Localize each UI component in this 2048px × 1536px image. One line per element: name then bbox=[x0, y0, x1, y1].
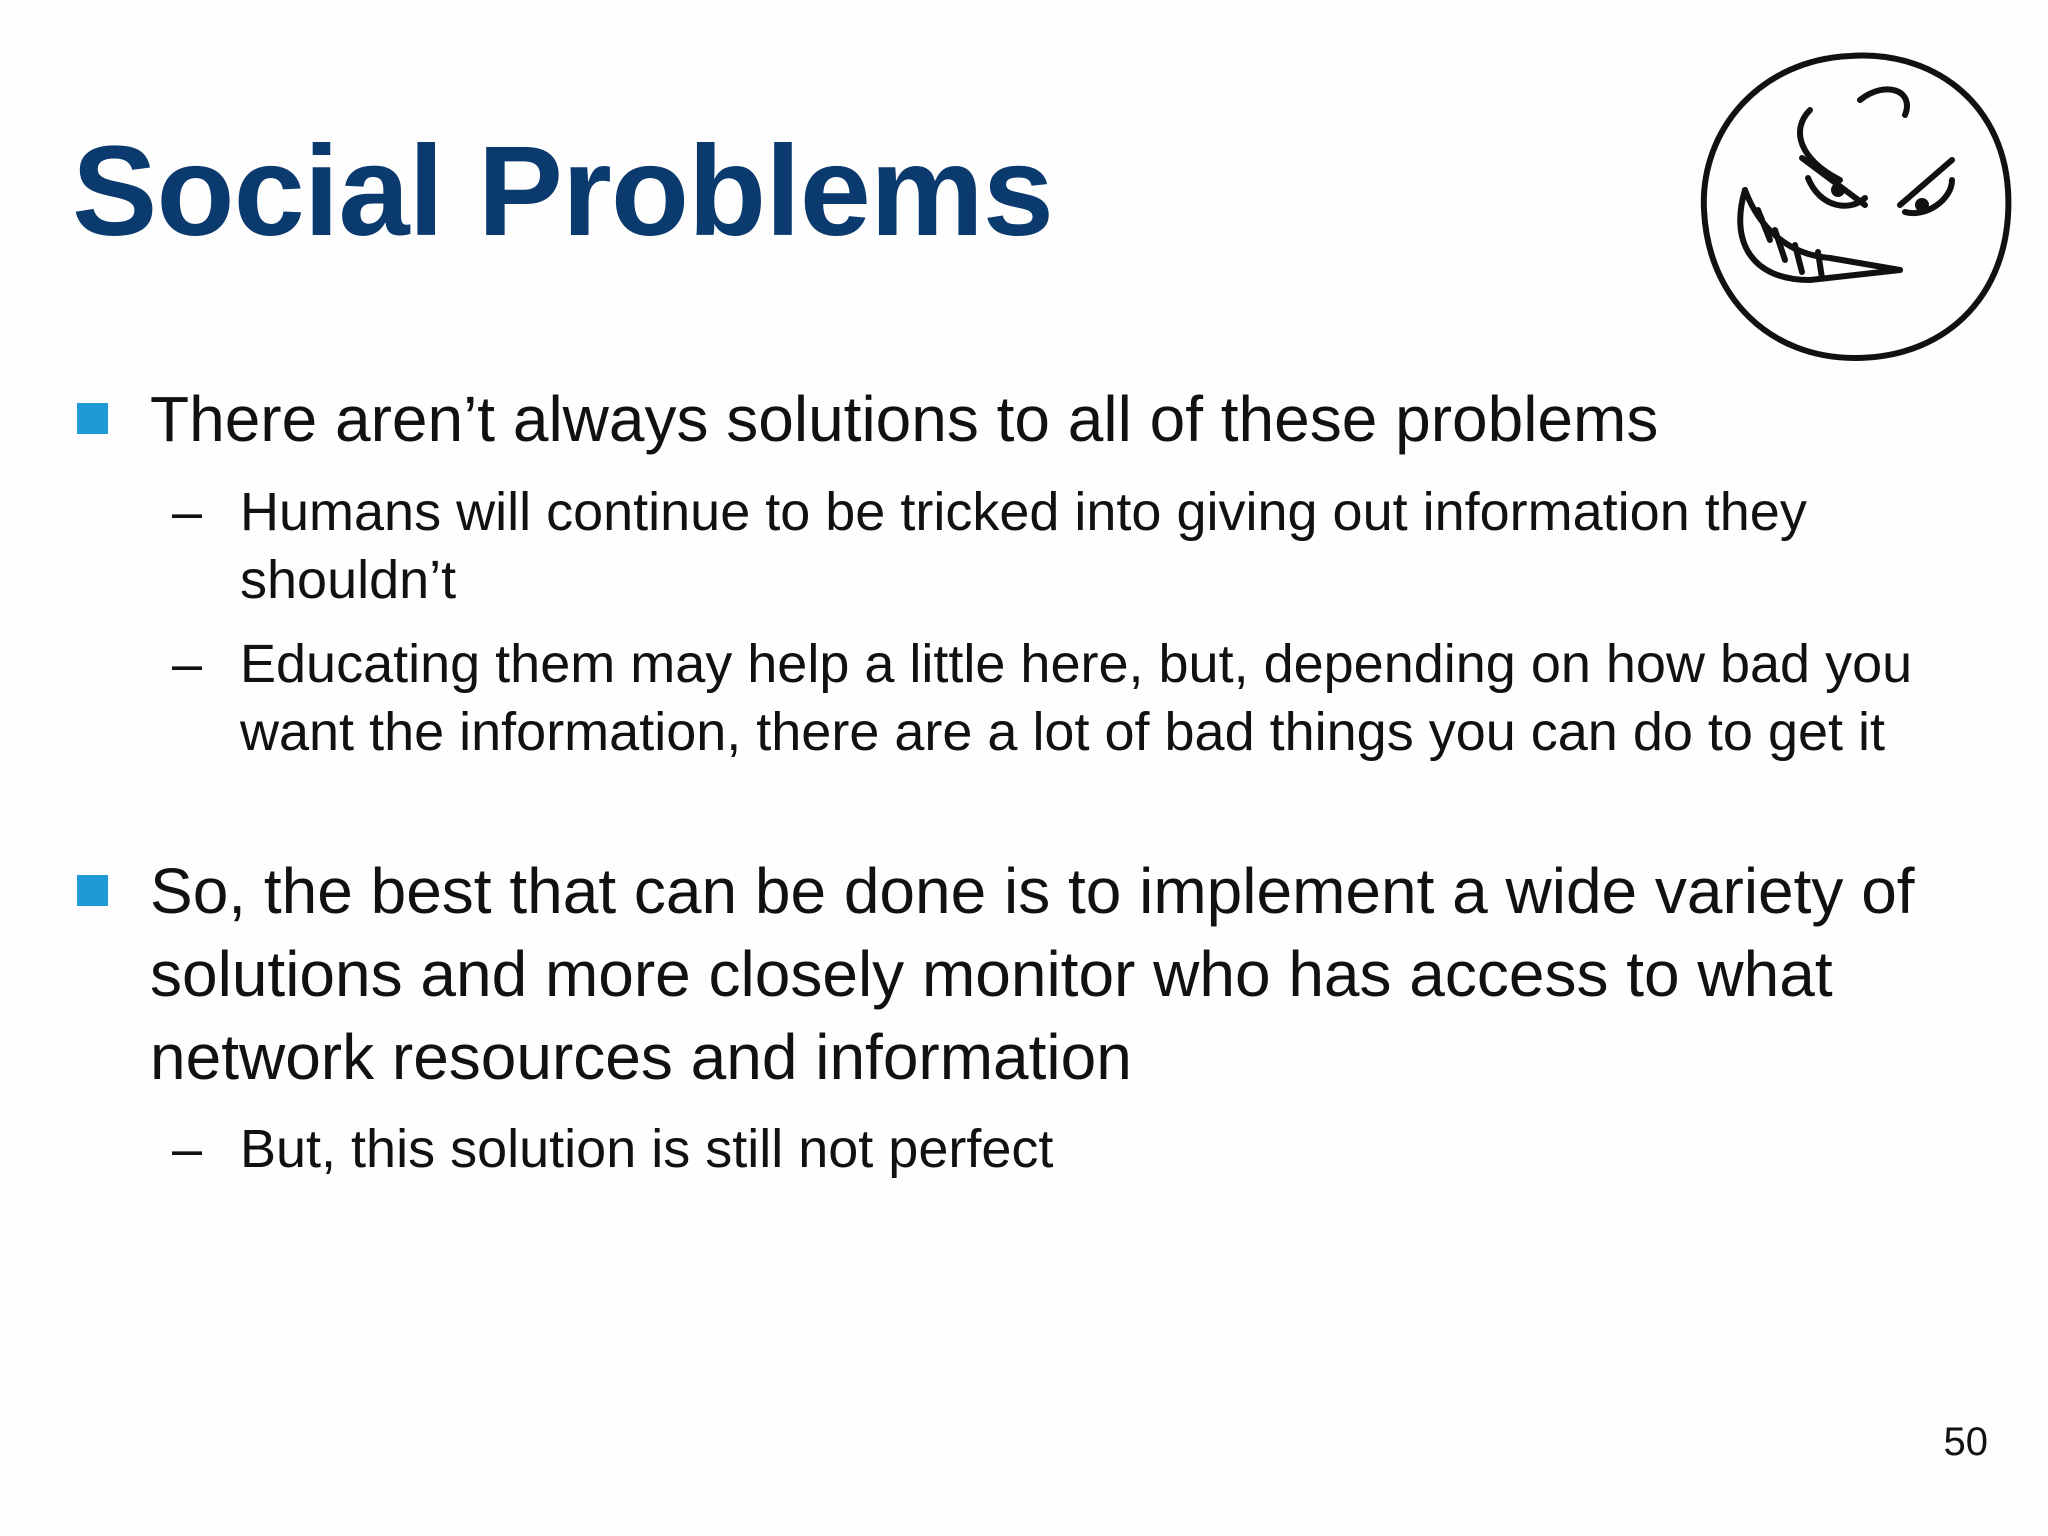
subbullet-text: Humans will continue to be tricked into giving out information they shouldn’t bbox=[240, 482, 1807, 610]
dash-bullet-icon: – bbox=[172, 1119, 203, 1179]
subbullet-item bbox=[172, 1115, 1980, 1183]
subbullet-text: Educating them may help a little here, but, depending on how bad you want the information, there are a lot of bad things you can do to get it bbox=[240, 634, 1913, 762]
subbullet-item bbox=[172, 630, 1980, 766]
square-bullet-icon bbox=[77, 403, 108, 434]
page-number: 50 bbox=[1943, 1420, 1988, 1464]
dash-bullet-icon: – bbox=[172, 482, 203, 542]
subbullet-text: But, this solution is still not perfect bbox=[240, 1119, 1054, 1179]
bullet-text: There aren’t always solutions to all of these problems bbox=[150, 383, 1659, 455]
subbullet-item bbox=[172, 478, 1980, 614]
bullet-item bbox=[150, 378, 1990, 461]
bullet-text: So, the best that can be done is to implement a wide variety of solutions and more closely monitor who has access to what network resources and information bbox=[150, 855, 1915, 1093]
evil-grin-face-icon bbox=[1690, 40, 2020, 370]
square-bullet-icon bbox=[77, 875, 108, 906]
dash-bullet-icon: – bbox=[172, 634, 203, 694]
slide-title: Social Problems bbox=[72, 120, 1053, 263]
bullet-item bbox=[150, 850, 1990, 1099]
